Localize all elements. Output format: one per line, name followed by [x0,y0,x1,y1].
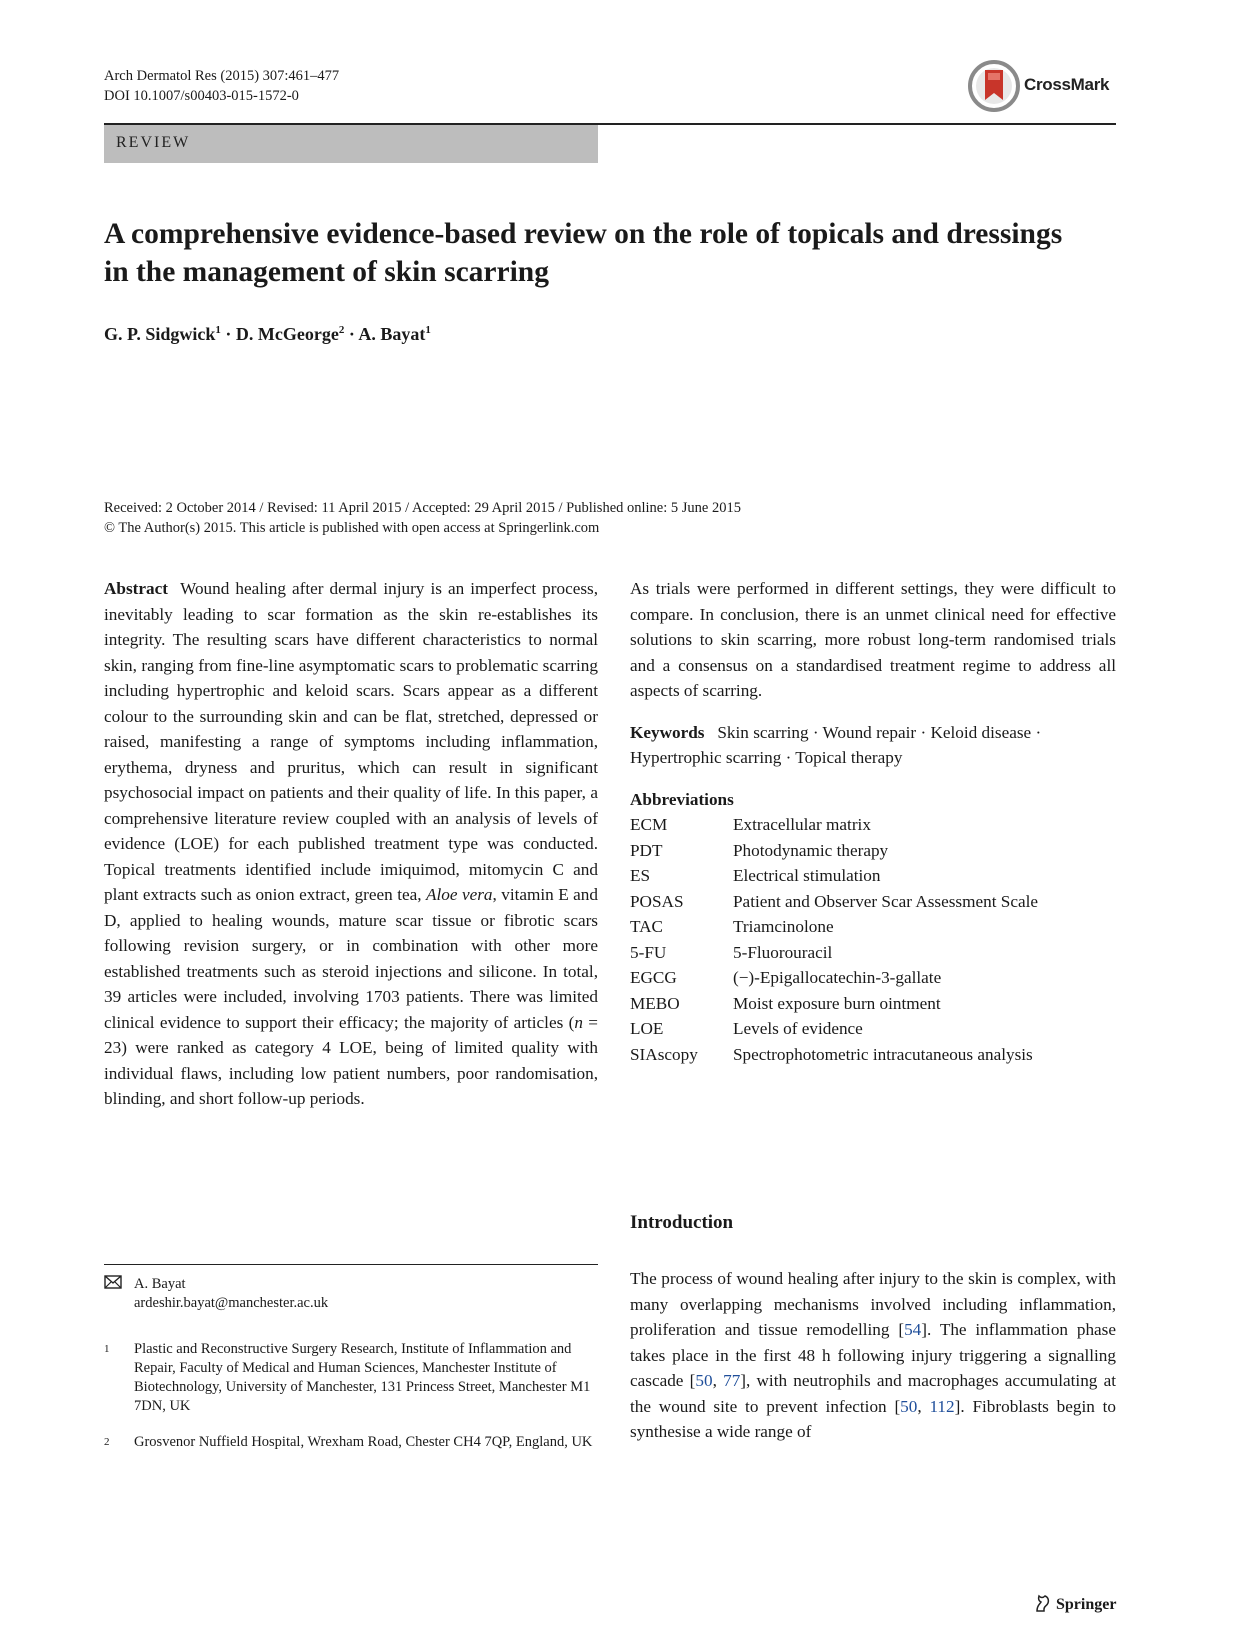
publisher-name: Springer [1056,1596,1117,1613]
affiliation-text: Grosvenor Nuffield Hospital, Wrexham Road, Chester CH4 7QP, England, UK [134,1434,593,1450]
abbreviation-value: (−)-Epigallocatechin-3-gallate [733,968,942,987]
abbreviation-row [630,863,1116,889]
keywords-label: Keywords [630,722,705,742]
abbreviation-row [630,991,1116,1017]
abstract-italic: Aloe vera [426,885,493,904]
crossmark-badge[interactable] [968,58,1116,114]
abbreviations-list [630,812,1116,1067]
history-dates: Received: 2 October 2014 / Revised: 11 April 2015 / Accepted: 29 April 2015 / Published online: 5 June 2015 [104,500,741,516]
abbreviation-row [630,838,1116,864]
right-column [630,576,1116,1067]
abbreviation-value: 5-Fluorouracil [733,942,833,962]
abbreviation-row [630,965,1116,991]
contact-name: A. Bayat [134,1276,186,1292]
affiliation-text: Plastic and Reconstructive Surgery Research, Institute of Inflammation and Repair, Faculty of Medical and Human Sciences, Manchester Institute of Biotechnology, University of Manchester, 131 Princess Street, Manchester M1 7DN, UK [134,1341,591,1414]
journal-volume: Arch Dermatol Res (2015) 307:461–477 [104,68,340,84]
affiliation-mark: 1 [104,1343,110,1355]
journal-citation [104,66,339,106]
abbreviation-row [630,940,1116,966]
springer-horse-icon [1033,1593,1053,1613]
intro-text: , [917,1396,930,1416]
abbreviation-key: SIAscopy [630,1044,698,1064]
introduction-heading: Introduction [630,1212,734,1233]
abstract-continued: As trials were performed in different settings, they were difficult to compare. In conclusion, there is an unmet clinical need for effective solutions to skin scarring, more robust long-term randomised trials and a consensus on a standardised treatment regime to address all aspects of scarring. [630,579,1116,700]
abbreviation-key: MEBO [630,993,680,1013]
abbreviation-key: ECM [630,815,668,834]
abbreviation-key: EGCG [630,968,677,987]
abbreviation-value: Levels of evidence [733,1019,863,1038]
abbreviation-key: TAC [630,917,663,936]
article-dates [104,498,1116,538]
crossmark-icon [968,60,1020,112]
intro-text: ], with neutrophils and macrophages accumulating at the wound site to prevent infection [ [630,1371,1117,1416]
publisher-logo [1033,1593,1116,1614]
citation-link[interactable]: 50 [695,1371,713,1390]
author-name[interactable]: G. P. Sidgwick [104,324,216,344]
introduction-text [630,1266,1116,1445]
abbreviation-key: LOE [630,1019,664,1038]
abbreviation-value: Electrical stimulation [733,866,881,885]
abbreviation-key: ES [630,866,651,885]
abbreviation-row [630,812,1116,838]
intro-text: The process of wound healing after injury to the skin is complex, with many overlapping mechanisms involved including inflammation, proliferation and tissue remodelling [ [630,1269,1116,1339]
envelope-icon [104,1275,122,1295]
author-affiliation-mark: 1 [425,324,431,336]
article-title: A comprehensive evidence-based review on the role of topicals and dressings in the management of skin scarring [104,218,1063,288]
intro-text: ]. Fibroblasts begin to synthesise a wide range of [630,1396,1116,1441]
abbreviation-row [630,1042,1116,1068]
abbreviation-row [630,889,1116,915]
author-affiliation-mark: 2 [338,324,345,336]
copyright-line: © The Author(s) 2015. This article is published with open access at Springerlink.com [104,520,600,536]
abbreviation-value: Patient and Observer Scar Assessment Scale [733,891,1039,911]
author-list [104,324,431,345]
citation-link[interactable]: 112 [929,1396,955,1416]
section-band [104,125,598,163]
abstract-italic: n [574,1012,583,1032]
keywords [630,720,1116,771]
abbreviations-title: Abbreviations [630,789,734,809]
affiliation-1 [104,1340,598,1416]
citation-link[interactable]: 50 [900,1396,918,1416]
section-label: REVIEW [116,134,191,151]
footnote-rule [104,1264,598,1265]
abstract [104,576,598,1112]
abbreviation-key: POSAS [630,891,684,911]
abbreviation-row [630,914,1116,940]
author-separator: · [344,324,359,344]
author-affiliation-mark: 1 [215,324,221,336]
affiliation-mark: 2 [104,1436,110,1448]
abstract-text: Wound healing after dermal injury is an imperfect process, inevitably leading to scar formation as the skin re-establishes its integrity. The resulting scars have different characteristics to normal skin, ranging from fine-line asymptomatic scars to problematic scarring including hypertrophic and keloid scars. Scars appear as a different colour to the surrounding skin and can be flat, stretched, depressed or raised, manifesting a range of symptoms including inflammation, erythema, dryness and pruritus, which can result in significant psychosocial impact on patients and their quality of life. In this paper, a comprehensive literature review coupled with an analysis of levels of evidence (LOE) for each published treatment type was conducted. Topical treatments identified include imiquimod, mitomycin C and plant extracts such as onion extract, green tea, [104,579,598,904]
intro-text: , [712,1371,724,1390]
intro-text: ]. The inflammation phase takes place in the first 48 h following injury triggering a signalling cascade [ [630,1320,1116,1390]
abbreviation-row [630,1016,1116,1042]
author-name[interactable]: A. Bayat [358,324,426,344]
abbreviation-value: Photodynamic therapy [733,840,889,860]
abbreviation-value: Triamcinolone [733,917,834,936]
abstract-label: Abstract [104,579,168,598]
abbreviation-value: Moist exposure burn ointment [733,993,941,1013]
author-separator: · [220,324,236,344]
affiliation-2 [104,1433,598,1452]
citation-link[interactable]: 54 [904,1320,922,1339]
keywords-text: Skin scarring · Wound repair · Keloid disease · Hypertrophic scarring · Topical therapy [630,722,1042,767]
abbreviation-value: Spectrophotometric intracutaneous analysis [733,1044,1033,1064]
crossmark-label: CrossMark [1024,75,1110,94]
abbreviation-key: PDT [630,840,663,860]
contact-email[interactable]: ardeshir.bayat@manchester.ac.uk [134,1295,329,1311]
corresponding-author [104,1275,598,1313]
abbreviation-key: 5-FU [630,942,667,962]
doi[interactable]: DOI 10.1007/s00403-015-1572-0 [104,88,299,104]
author-name[interactable]: D. McGeorge [235,324,339,344]
citation-link[interactable]: 77 [723,1371,741,1390]
abstract-text: = 23) were ranked as category 4 LOE, being of limited quality with individual flaws, including low patient numbers, poor randomisation, blinding, and short follow-up periods. [104,1012,598,1108]
abstract-text: , vitamin E and D, applied to healing wounds, mature scar tissue or fibrotic scars following revision surgery, or in combination with other more established treatments such as steroid injections and silicone. In total, 39 articles were included, involving 1703 patients. There was limited clinical evidence to support their efficacy; the majority of articles ( [104,885,598,1032]
abbreviation-value: Extracellular matrix [733,815,871,834]
